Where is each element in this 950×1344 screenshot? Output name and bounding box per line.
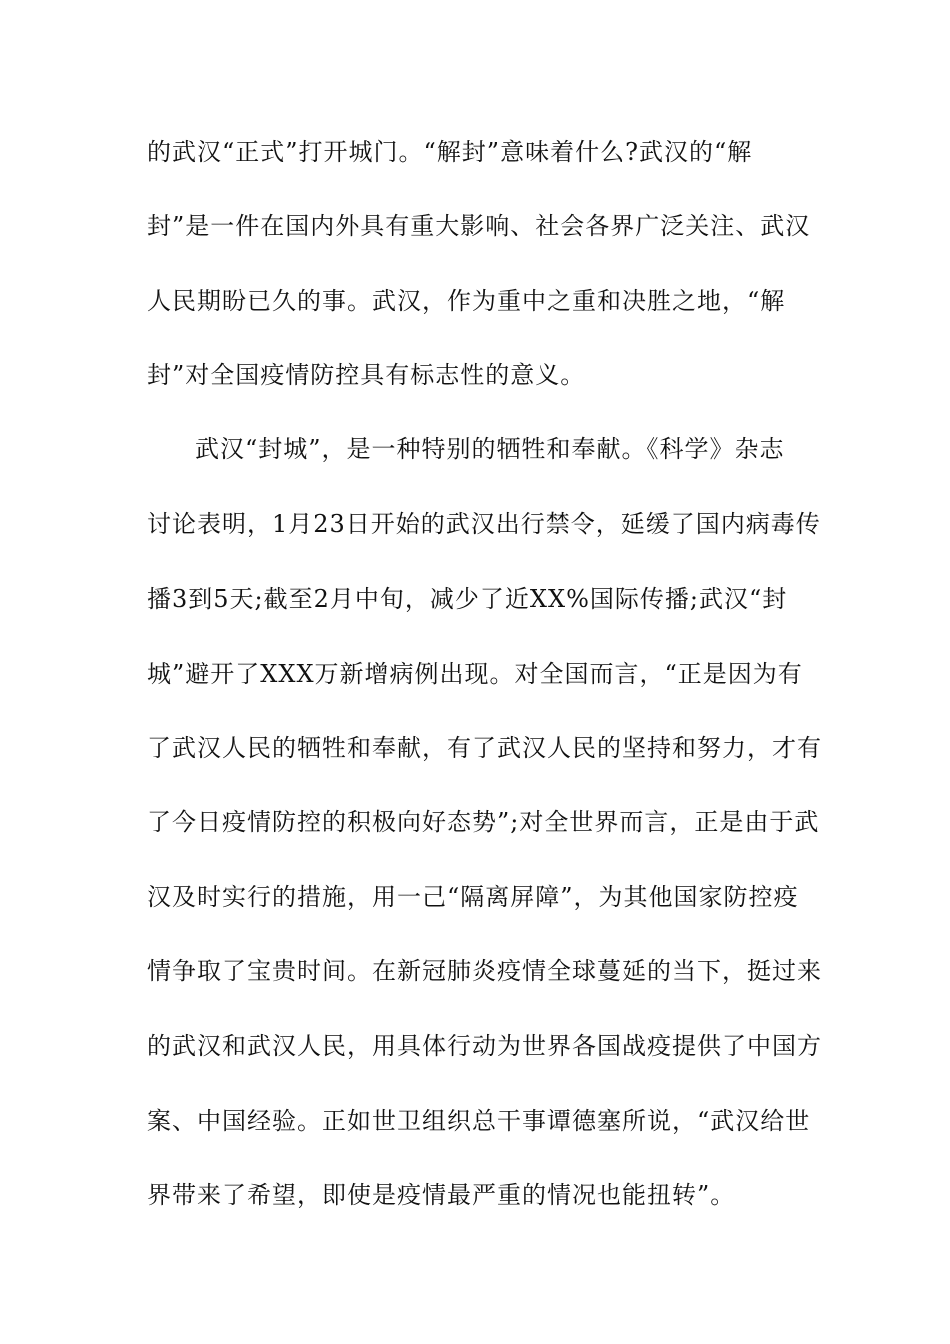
paragraph-2-line-2: 讨论表明，1月23日开始的武汉出行禁令，延缓了国内病毒传 bbox=[147, 510, 821, 538]
paragraph-2-line-5: 了武汉人民的牺牲和奉献，有了武汉人民的坚持和努力，才有 bbox=[147, 734, 822, 762]
paragraph-2-line-9: 的武汉和武汉人民，用具体行动为世界各国战疫提供了中国方 bbox=[147, 1032, 822, 1060]
paragraph-2-line-8: 情争取了宝贵时间。在新冠肺炎疫情全球蔓延的当下，挺过来 bbox=[147, 957, 822, 985]
paragraph-1-line-4: 封”对全国疫情防控具有标志性的意义。 bbox=[147, 361, 586, 389]
paragraph-1-line-1: 的武汉“正式”打开城门。“解封”意味着什么?武汉的“解 bbox=[147, 138, 753, 166]
paragraph-2-line-7: 汉及时实行的措施，用一己“隔离屏障”，为其他国家防控疫 bbox=[147, 883, 799, 911]
paragraph-2-line-1: 武汉“封城”，是一种特别的牺牲和奉献。《科学》杂志 bbox=[195, 435, 785, 463]
paragraph-1-line-2: 封”是一件在国内外具有重大影响、社会各界广泛关注、武汉 bbox=[147, 212, 811, 240]
paragraph-1-line-3: 人民期盼已久的事。武汉，作为重中之重和决胜之地，“解 bbox=[147, 287, 786, 315]
paragraph-2-line-4: 城”避开了XXX万新增病例出现。对全国而言，“正是因为有 bbox=[147, 660, 803, 688]
paragraph-2-line-6: 了今日疫情防控的积极向好态势”;对全世界而言，正是由于武 bbox=[147, 808, 820, 836]
paragraph-2-line-3: 播3到5天;截至2月中旬，减少了近XX%国际传播;武汉“封 bbox=[147, 585, 788, 613]
paragraph-2-line-11: 界带来了希望，即使是疫情最严重的情况也能扭转”。 bbox=[147, 1181, 736, 1209]
paragraph-2-line-10: 案、中国经验。正如世卫组织总干事谭德塞所说，“武汉给世 bbox=[147, 1107, 811, 1135]
